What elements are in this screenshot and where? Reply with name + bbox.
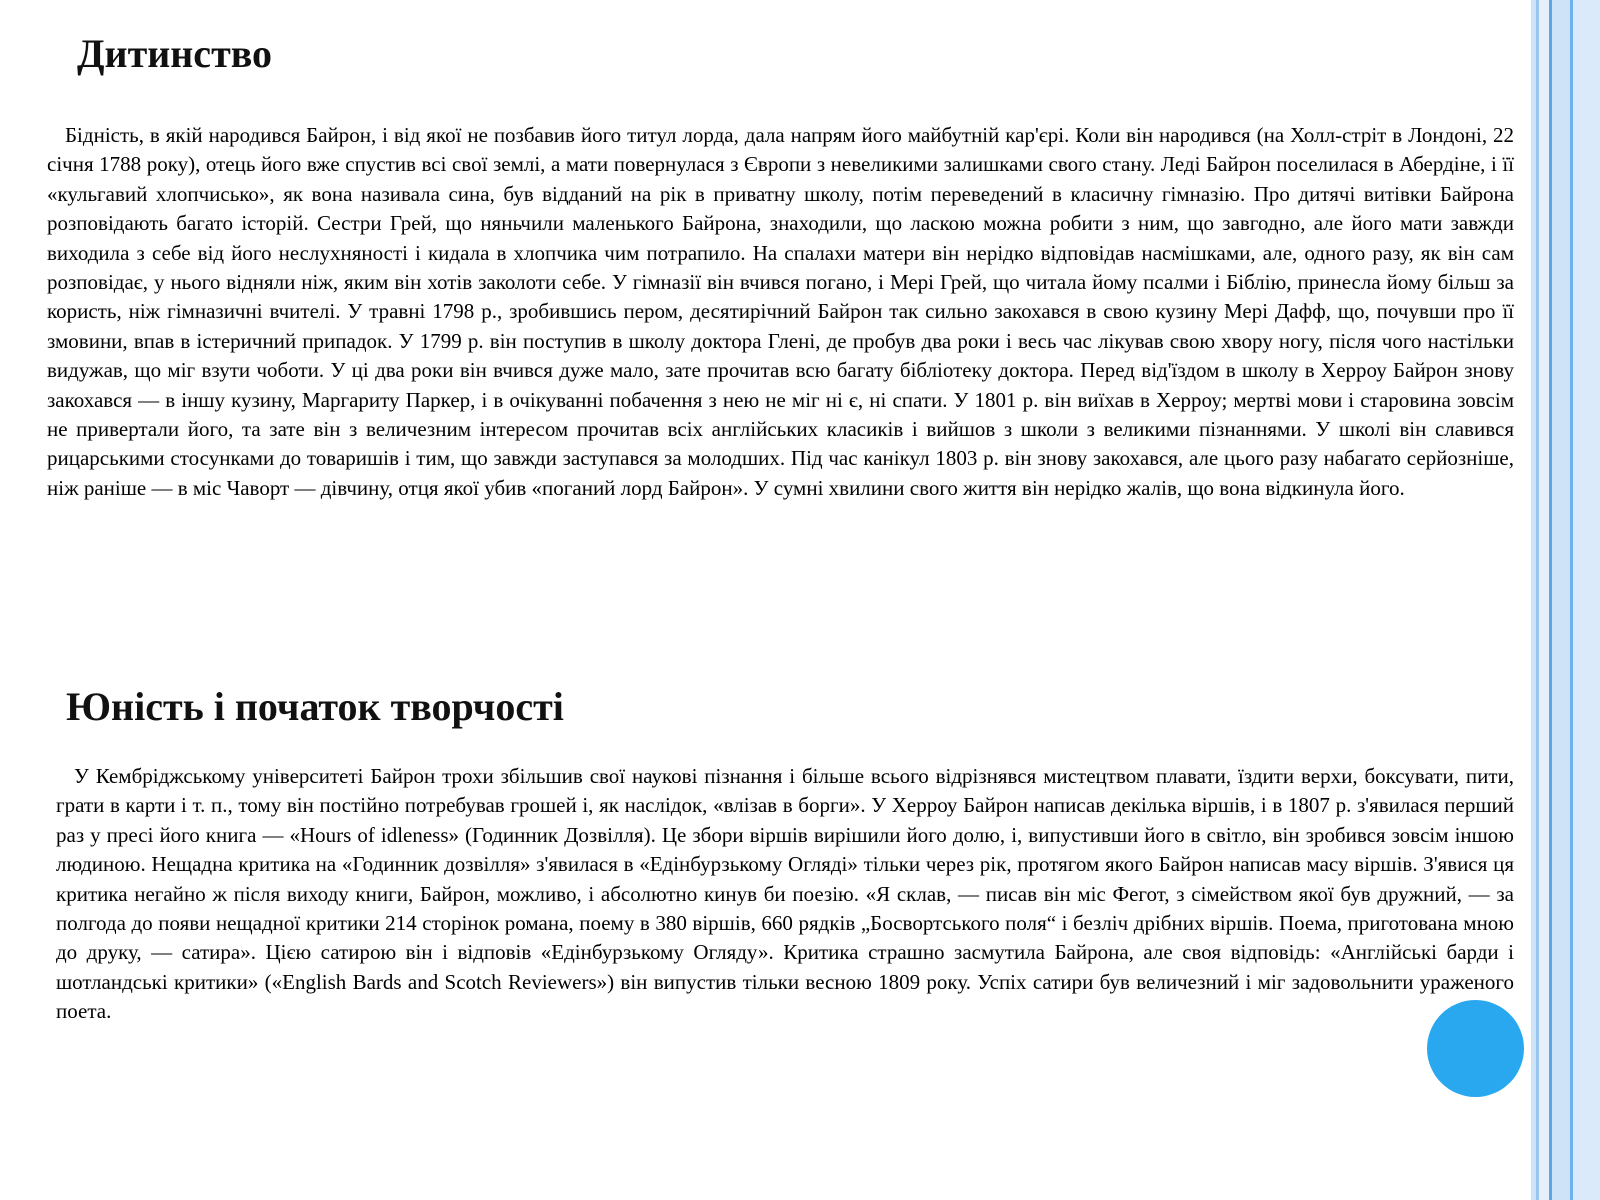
section-heading-youth: Юність і початок творчості	[66, 684, 564, 729]
frame-stripe	[1552, 0, 1570, 1200]
section-paragraph-childhood: Бідність, в якій народився Байрон, і від якої не позбавив його титул лорда, дала напрям його майбутній кар'єрі. Коли він народився (на Холл-стріт в Лондоні, 22 січня 1788 року), отець його вже спустив всі свої землі, а мати повернулася з Європи з невеликими залишками свого стану. Леді Байрон поселилася в Абердіне, і її «кульгавий хлопчисько», як вона називала сина, був відданий на рік в приватну школу, потім переведений в класичну гімназію. Про дитячі витівки Байрона розповідають багато історій. Сестри Грей, що няньчили маленького Байрона, знаходили, що ласкою можна робити з ним, що завгодно, але його мати завжди виходила з себе від його неслухняності і кидала в хлопчика чим потрапило. На спалахи матери він нерідко відповідав насмішками, але, одного разу, як він сам розповідає, у нього відняли ніж, яким він хотів заколоти себе. У гімназії він вчився погано, і Мері Грей, що читала йому псалми і Біблію, принесла йому більш за користь, ніж гімназичні вчителі. У травні 1798 р., зробившись пером, десятирічний Байрон так сильно закохався в свою кузину Мері Дафф, що, почувши про її змовини, впав в істеричний припадок. У 1799 р. він поступив в школу доктора Глені, де пробув два роки і весь час лікував свою хвору ногу, після чого настільки видужав, що міг взути чоботи. У ці два роки він вчився дуже мало, зате прочитав всю багату бібліотеку доктора. Перед від'їздом в школу в Херроу Байрон знову закохався — в іншу кузину, Маргариту Паркер, і в очікуванні побачення з нею не міг ні є, ні спати. У 1801 р. він виїхав в Херроу; мертві мови і старовина зовсім не привертали його, та зате він з величезним інтересом прочитав всіх англійських класиків і вийшов з школи з великими пізнаннями. У школі він славився рицарськими стосунками до товаришів і тим, що завжди заступався за молодших. Під час канікул 1803 р. він знову закохався, але цього разу набагато серйозніше, ніж раніше — в міс Чаворт — дівчину, отця якої убив «поганий лорд Байрон». У сумні хвилини свого життя він нерідко жалів, що вона відкинула його.	[47, 123, 1514, 500]
frame-stripe	[1573, 0, 1600, 1200]
decorative-circle	[1427, 1000, 1524, 1097]
frame-stripe	[1539, 0, 1549, 1200]
section-paragraph-youth: У Кембріджському університеті Байрон трохи збільшив свої наукові пізнання і більше всього відрізнявся мистецтвом плавати, їздити верхи, боксувати, пити, грати в карти і т. п., тому він постійно потребував грошей і, як наслідок, «влізав в борги». У Херроу Байрон написав декілька віршів, і в 1807 р. з'явилася перший раз у пресі його книга — «Hours of idleness» (Годинник Дозвілля). Це збори віршів вирішили його долю, і, випустивши його в світло, він зробився зовсім іншою людиною. Нещадна критика на «Годинник дозвілля» з'явилася в «Едінбурзькому Огляді» тільки через рік, протягом якого Байрон написав масу віршів. З'явися ця критика негайно ж після виходу книги, Байрон, можливо, і абсолютно кинув би поезію. «Я склав, — писав він міс Фегот, з сімейством якої був дружний, — за полгода до появи нещадної критики 214 сторінок романа, поему в 380 віршів, 660 рядків „Босвортського поля“ і безліч дрібних віршів. Поема, приготована мною до друку, — сатира». Цією сатирою він і відповів «Едінбурзькому Огляду». Критика страшно засмутила Байрона, але своя відповідь: «Англійські барди і шотландські критики» («English Bards and Scotch Reviewers») він випустив тільки весною 1809 року. Успіх сатири був величезний і міг задовольнити ураженого поета.	[56, 764, 1514, 1024]
section-heading-childhood: Дитинство	[77, 31, 273, 76]
